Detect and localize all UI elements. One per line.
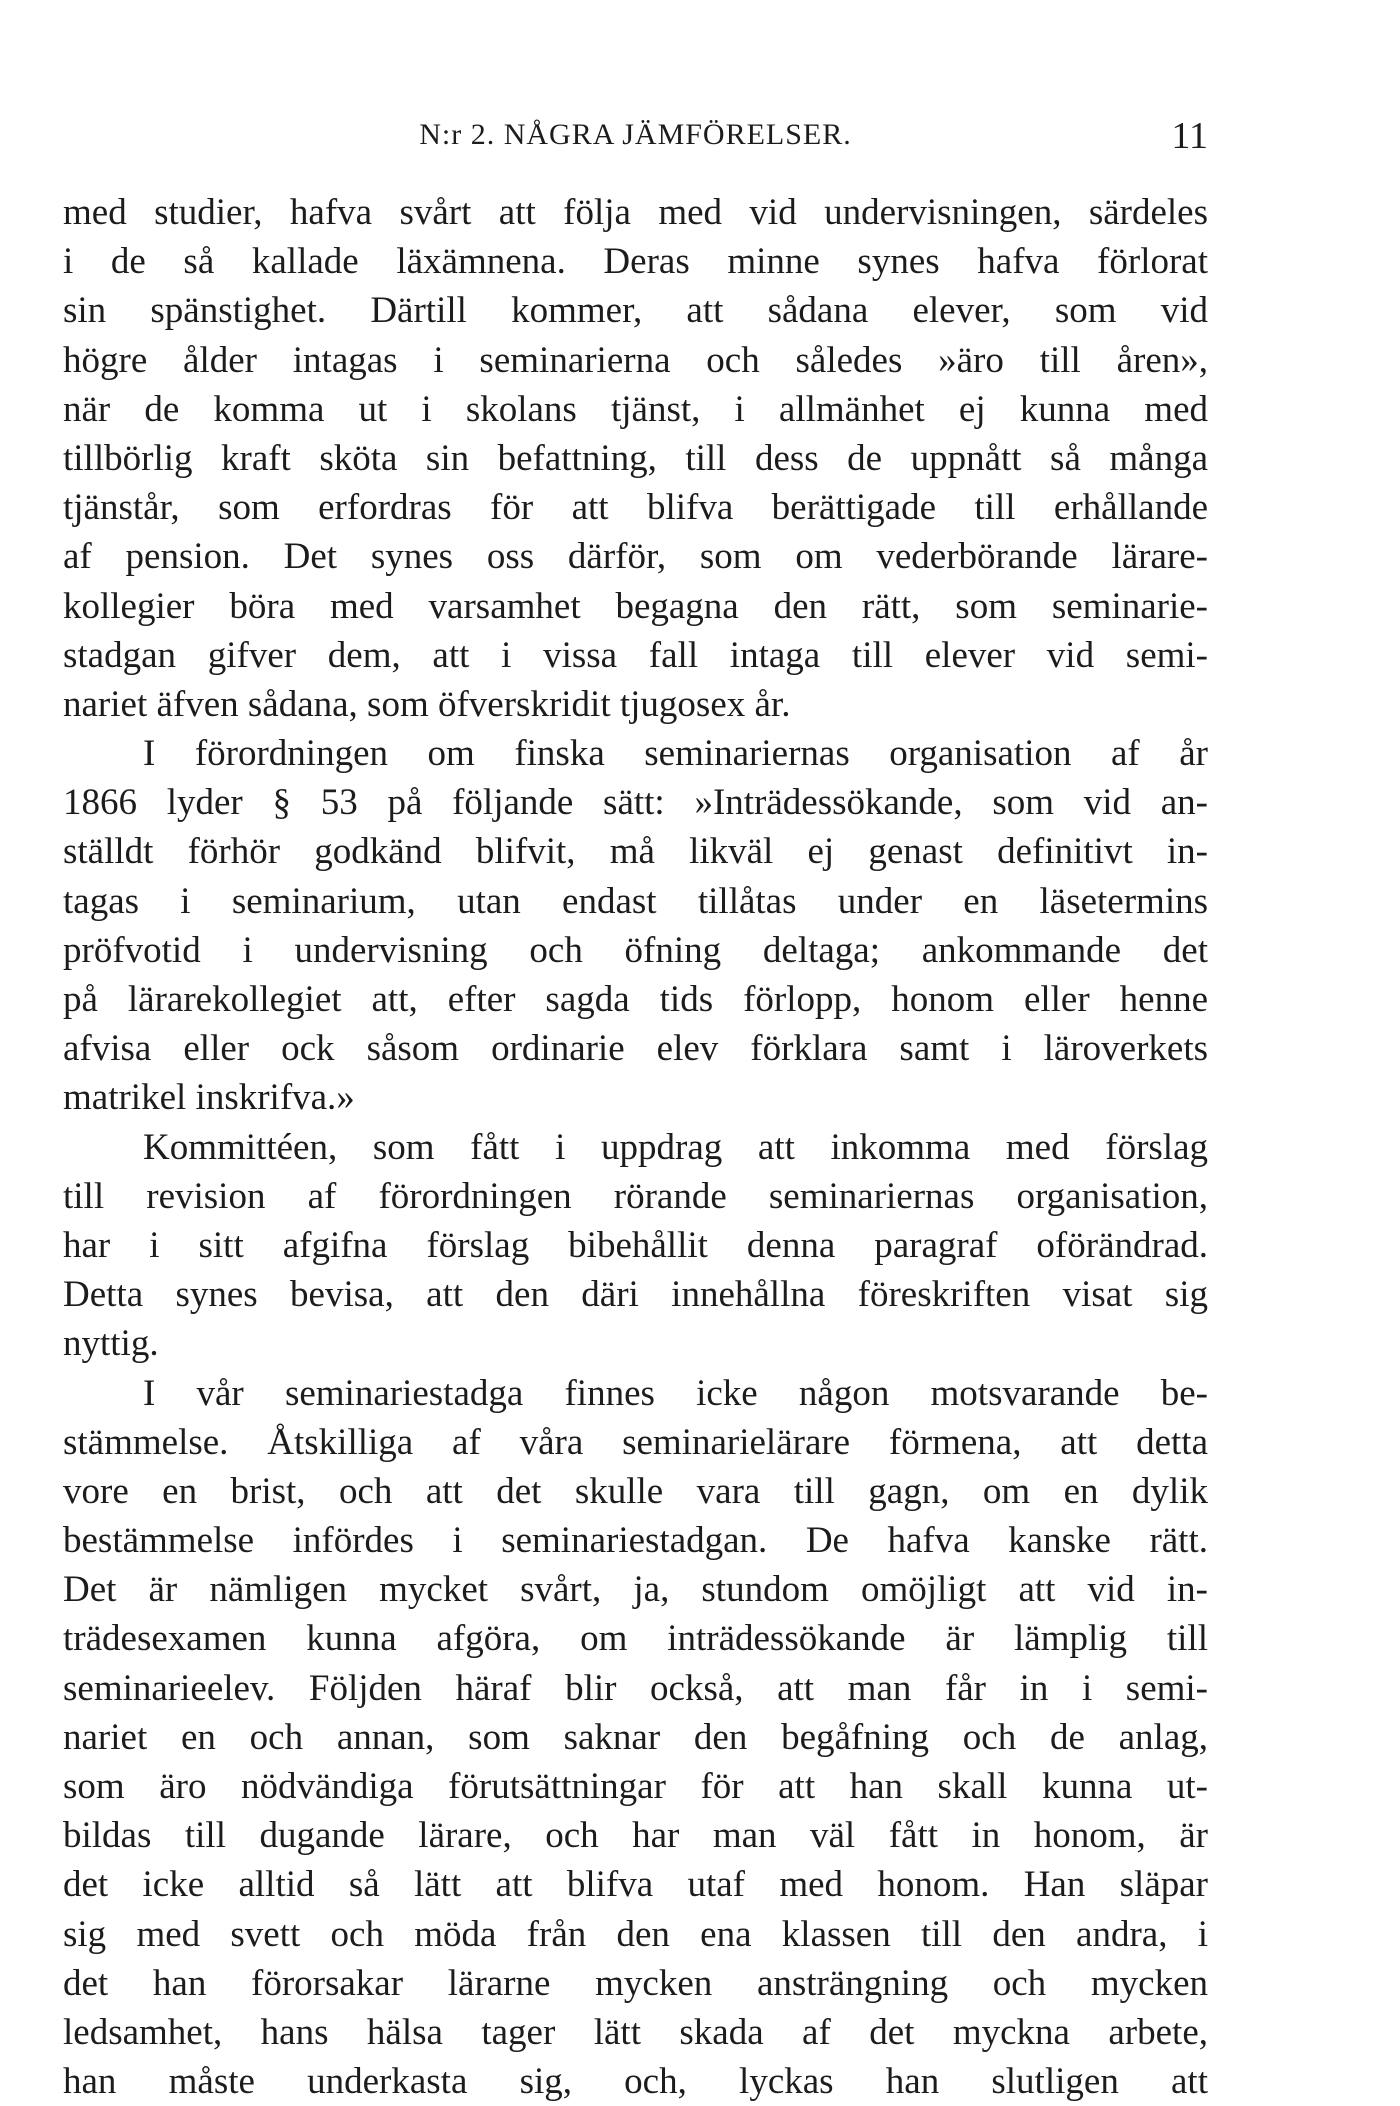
text-line: nariet en och annan, som saknar den begåfning och de anlag, (63, 1716, 1208, 1758)
text-line: 1866 lyder § 53 på följande sätt: »Inträdessökande, som vid an- (63, 782, 1208, 824)
text-line: nyttig. (63, 1323, 159, 1365)
text-line: vore en brist, och att det skulle vara till gagn, om en dylik (63, 1470, 1208, 1512)
text-line: afvisa eller ock såsom ordinarie elev förklara samt i läroverkets (63, 1028, 1208, 1070)
text-line: i de så kallade läxämnena. Deras minne synes hafva förlorat (63, 241, 1208, 283)
text-line: det icke alltid så lätt att blifva utaf med honom. Han släpar (63, 1864, 1208, 1906)
running-head-title: N:r 2. NÅGRA JÄMFÖRELSER. (419, 118, 852, 151)
paragraph-first-line: I förordningen om finska seminariernas organisation af år (143, 733, 1208, 775)
text-line: Det är nämligen mycket svårt, ja, stundom omöjligt att vid in- (63, 1569, 1208, 1611)
text-line: stämmelse. Åtskilliga af våra seminarielärare förmena, att detta (63, 1421, 1208, 1463)
text-line: ledsamhet, hans hälsa tager lätt skada af det myckna arbete, (63, 2011, 1208, 2053)
text-line: tagas i seminarium, utan endast tillåtas under en läsetermins (63, 880, 1208, 922)
text-line: nariet äfven sådana, som öfverskridit tjugosex år. (63, 683, 791, 725)
text-line: sig med svett och möda från den ena klassen till den andra, i (63, 1913, 1208, 1955)
page-number: 11 (1171, 115, 1208, 157)
text-line: Detta synes bevisa, att den däri innehållna föreskriften visat sig (63, 1274, 1208, 1316)
text-line: tjänstår, som erfordras för att blifva berättigade till erhållande (63, 487, 1208, 529)
paragraph-first-line: I vår seminariestadga finnes icke någon motsvarande be- (143, 1372, 1208, 1414)
text-line: det han förorsakar lärarne mycken ansträngning och mycken (63, 1962, 1208, 2004)
text-line: tillbörlig kraft sköta sin befattning, till dess de uppnått så många (63, 437, 1208, 479)
text-line: seminarieelev. Följden häraf blir också, att man får in i semi- (63, 1667, 1208, 1709)
text-line: trädesexamen kunna afgöra, om inträdessökande är lämplig till (63, 1618, 1208, 1660)
text-line: med studier, hafva svårt att följa med vid undervisningen, särdeles (63, 192, 1208, 233)
text-line: på lärarekollegiet att, efter sagda tids förlopp, honom eller henne (63, 979, 1208, 1020)
body-text (63, 188, 1208, 2106)
text-line: pröfvotid i undervisning och öfning deltaga; ankommande det (63, 929, 1208, 971)
text-line: ställdt förhör godkänd blifvit, må likväl ej genast definitivt in- (63, 831, 1208, 873)
text-line: har i sitt afgifna förslag bibehållit denna paragraf oförändrad. (63, 1224, 1208, 1266)
text-line: som äro nödvändiga förutsättningar för att han skall kunna ut- (63, 1766, 1208, 1807)
paragraph-first-line: Kommittéen, som fått i uppdrag att inkomma med förslag (143, 1126, 1208, 1168)
text-line: stadgan gifver dem, att i vissa fall intaga till elever vid semi- (63, 634, 1208, 676)
text-line: sin spänstighet. Därtill kommer, att sådana elever, som vid (63, 290, 1208, 332)
text-line: han måste underkasta sig, och, lyckas han slutligen att (63, 2061, 1208, 2103)
text-line: bestämmelse infördes i seminariestadgan. De hafva kanske rätt. (63, 1520, 1208, 1562)
text-line: till revision af förordningen rörande seminariernas organisation, (63, 1175, 1208, 1217)
text-line: kollegier böra med varsamhet begagna den rätt, som seminarie- (63, 585, 1208, 627)
text-line: matrikel inskrifva.» (63, 1077, 355, 1119)
text-line: af pension. Det synes oss därför, som om vederbörande lärare- (63, 536, 1208, 578)
running-head (63, 115, 1208, 162)
text-line: högre ålder intagas i seminarierna och således »äro till åren», (63, 339, 1208, 381)
text-line: bildas till dugande lärare, och har man väl fått in honom, är (63, 1815, 1208, 1857)
text-line: när de komma ut i skolans tjänst, i allmänhet ej kunna med (63, 388, 1208, 430)
